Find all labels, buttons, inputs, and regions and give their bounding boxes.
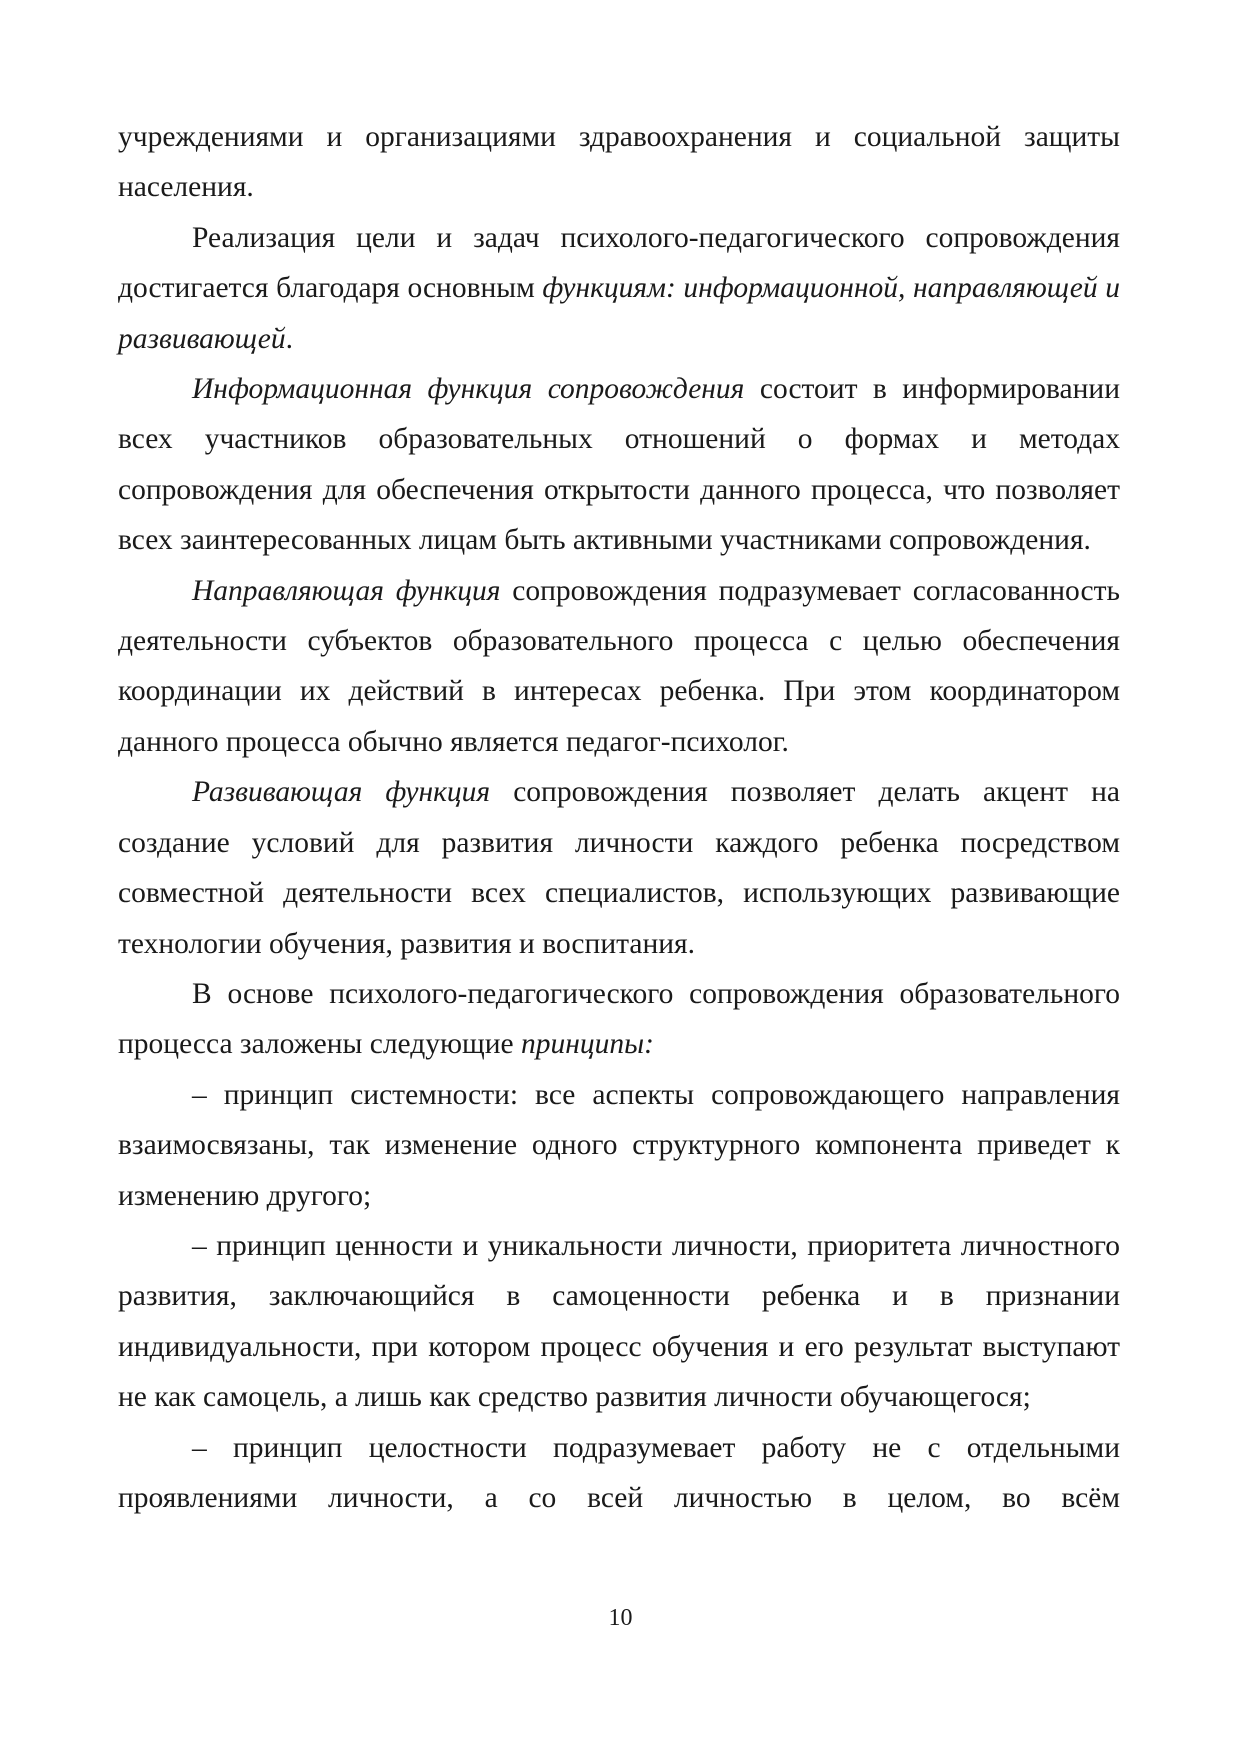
text-run: сопровождения позволяет делать акцент на создание условий для развития личности каждого ребенка посредством совместной деятельности всех специалистов, использующих развивающие технологии обучения, развития и воспитания.	[118, 776, 1120, 960]
page-number: 10	[608, 1605, 633, 1631]
para-informational-function	[118, 364, 1120, 566]
para-principle-systemic	[118, 1070, 1120, 1221]
para-principles-intro	[118, 969, 1120, 1070]
text-run: учреждениями и организациями здравоохранения и социальной защиты населения.	[118, 121, 1120, 204]
text-run: – принцип ценности и уникальности личности, приоритета личностного развития, заключающийся в самоценности ребенка и в признании индивидуальности, при котором процесс обучения и его результат выступают не как самоцель, а лишь как средство развития личности обучающегося;	[118, 1229, 1120, 1414]
para-goal-realization	[118, 213, 1120, 364]
text-run: сопровождения подразумевает согласованность деятельности субъектов образовательного процесса с целью обеспечения координации их действий в интересах ребенка. При этом координатором данного процесса обычно является педагог-психолог.	[118, 574, 1120, 758]
para-directing-function	[118, 566, 1120, 768]
italic-term: Направляющая функция	[192, 574, 501, 607]
italic-term: принципы:	[521, 1028, 654, 1061]
italic-term: Развивающая функция	[192, 776, 491, 809]
text-run: В основе психолого-педагогического сопровождения образовательного процесса заложены следующие	[118, 977, 1120, 1061]
text-run: – принцип системности: все аспекты сопровождающего направления взаимосвязаны, так изменение одного структурного компонента приведет к изменению другого;	[118, 1078, 1120, 1212]
text-run: состоит в информировании всех участников образовательных отношений о формах и методах сопровождения для обеспечения открытости данного процесса, что позволяет всех заинтересованных лицам быть активными участниками сопровождения.	[118, 373, 1120, 557]
para-principle-value	[118, 1221, 1120, 1423]
italic-term: функциям: информационной, направляющей и развивающей	[118, 272, 1120, 355]
para-developing-function	[118, 767, 1120, 969]
para-principle-integrity	[118, 1423, 1120, 1524]
body-text	[118, 112, 1120, 1523]
para-continuation	[118, 112, 1120, 213]
italic-term: Информационная функция сопровождения	[192, 373, 745, 406]
text-run: .	[285, 322, 293, 355]
text-run: – принцип целостности подразумевает работу не с отдельными проявлениями личности, а со всей личностью в целом, во всём	[118, 1431, 1120, 1514]
text-run: Реализация цели и задач психолого-педагогического сопровождения достигается благодаря основным	[118, 221, 1120, 305]
